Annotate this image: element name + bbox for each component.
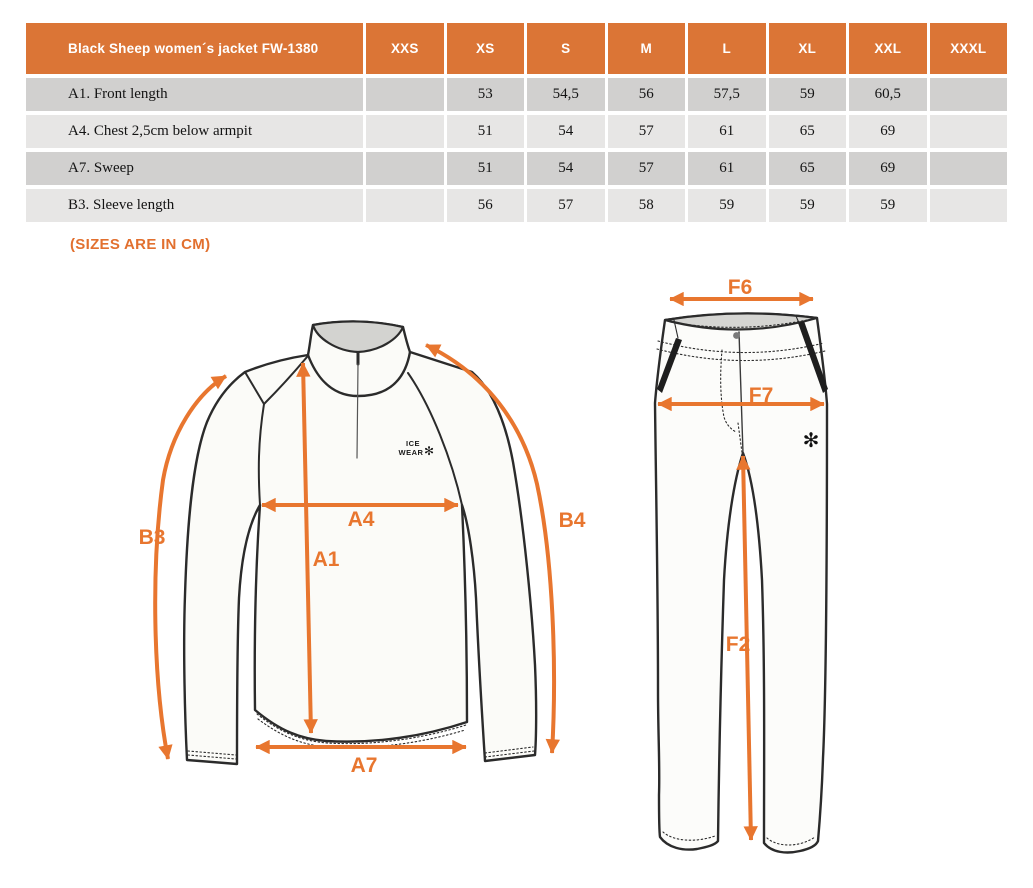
size-header-xl: XL bbox=[769, 23, 847, 74]
pants-diagram bbox=[615, 270, 1033, 870]
measurement-label: A1. Front length bbox=[26, 78, 363, 111]
table-value bbox=[930, 115, 1008, 148]
sizes-in-cm-note: (SIZES ARE IN CM) bbox=[70, 236, 211, 253]
table-value: 65 bbox=[769, 115, 847, 148]
size-header-l: L bbox=[688, 23, 766, 74]
table-value: 56 bbox=[447, 189, 525, 222]
table-value: 51 bbox=[447, 152, 525, 185]
table-value: 56 bbox=[608, 78, 686, 111]
table-value: 57,5 bbox=[688, 78, 766, 111]
label-b3: B3 bbox=[138, 526, 166, 549]
table-value: 65 bbox=[769, 152, 847, 185]
table-value: 53 bbox=[447, 78, 525, 111]
table-value: 61 bbox=[688, 152, 766, 185]
table-value: 51 bbox=[447, 115, 525, 148]
table-value: 58 bbox=[608, 189, 686, 222]
table-value: 69 bbox=[849, 115, 927, 148]
table-value bbox=[930, 152, 1008, 185]
size-header-m: M bbox=[608, 23, 686, 74]
size-header-s: S bbox=[527, 23, 605, 74]
brand-logo-text: WEAR bbox=[398, 448, 424, 457]
table-value bbox=[366, 115, 444, 148]
waist-button bbox=[733, 332, 740, 339]
table-value: 61 bbox=[688, 115, 766, 148]
size-header-xxs: XXS bbox=[366, 23, 444, 74]
label-f7: F7 bbox=[748, 384, 774, 407]
table-value: 54,5 bbox=[527, 78, 605, 111]
measurement-label: A7. Sweep bbox=[26, 152, 363, 185]
table-value: 59 bbox=[849, 189, 927, 222]
table-value: 54 bbox=[527, 152, 605, 185]
size-header-xs: XS bbox=[447, 23, 525, 74]
measurement-label: B3. Sleeve length bbox=[26, 189, 363, 222]
size-header-xxxl: XXXL bbox=[930, 23, 1008, 74]
label-a1: A1 bbox=[312, 548, 340, 571]
label-b4: B4 bbox=[558, 509, 586, 532]
label-a4: A4 bbox=[347, 508, 375, 531]
table-value: 57 bbox=[608, 152, 686, 185]
label-f6: F6 bbox=[727, 276, 753, 299]
table-value: 59 bbox=[769, 189, 847, 222]
table-value: 60,5 bbox=[849, 78, 927, 111]
table-title: Black Sheep women´s jacket FW-1380 bbox=[26, 23, 363, 74]
snowflake-icon: ✻ bbox=[423, 444, 435, 458]
table-value: 57 bbox=[527, 189, 605, 222]
measurement-label: A4. Chest 2,5cm below armpit bbox=[26, 115, 363, 148]
table-value: 57 bbox=[608, 115, 686, 148]
label-f2: F2 bbox=[725, 633, 751, 656]
table-value bbox=[366, 189, 444, 222]
size-header-xxl: XXL bbox=[849, 23, 927, 74]
snowflake-icon: ✻ bbox=[802, 430, 820, 452]
table-value: 54 bbox=[527, 115, 605, 148]
size-table bbox=[26, 23, 1007, 222]
jacket-diagram bbox=[95, 300, 575, 780]
label-a7: A7 bbox=[350, 754, 378, 777]
table-value bbox=[366, 152, 444, 185]
table-value bbox=[366, 78, 444, 111]
table-value: 59 bbox=[769, 78, 847, 111]
table-value: 59 bbox=[688, 189, 766, 222]
table-value bbox=[930, 78, 1008, 111]
brand-logo-text: ICE bbox=[405, 439, 421, 448]
table-value: 69 bbox=[849, 152, 927, 185]
table-value bbox=[930, 189, 1008, 222]
